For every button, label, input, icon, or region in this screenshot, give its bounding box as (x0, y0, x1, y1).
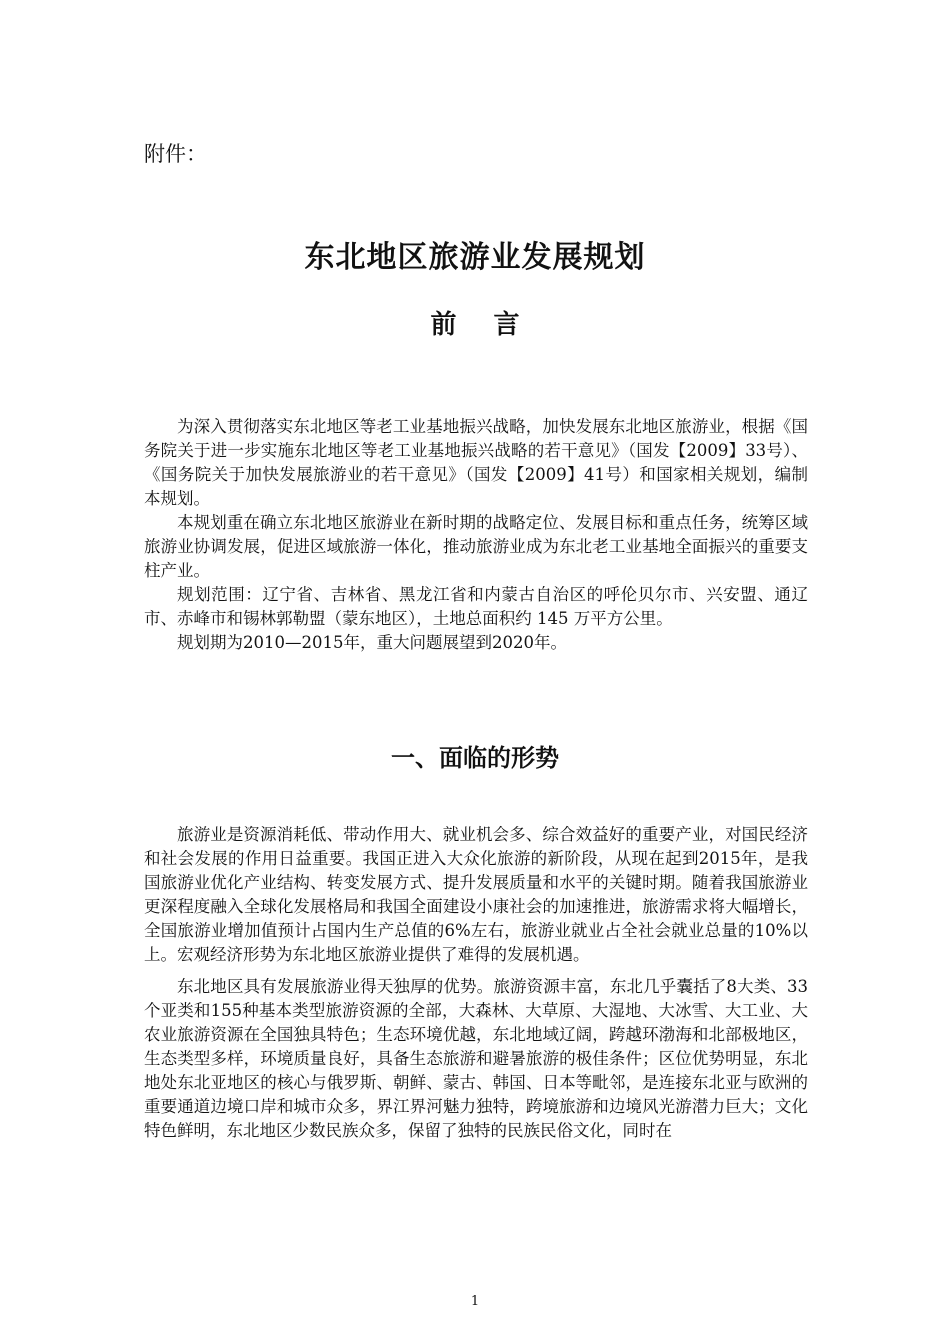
document-title: 东北地区旅游业发展规划 (304, 240, 646, 275)
page-number: 1 (470, 1294, 480, 1309)
paragraph: 规划期为2010—2015年，重大问题展望到2020年。 (177, 633, 567, 652)
paragraph: 东北地区具有发展旅游业得天独厚的优势。旅游资源丰富，东北几乎囊括了8大类、33个亚类和155种基本类型旅游资源的全部，大森林、大草原、大湿地、大冰雪、大工业、大农业旅游资源在全国独具特色；生态环境优越，东北地域辽阔，跨越环渤海和北部极地区，生态类型多样，环境质量良好，具备生态旅游和避暑旅游的极佳条件；区位优势明显，东北地处东北亚地区的核心与俄罗斯、朝鲜、蒙古、韩国、日本等毗邻，是连接东北亚与欧洲的重要通道边境口岸和城市众多，界江界河魅力独特，跨境旅游和边境风光游潜力巨大；文化特色鲜明，东北地区少数民族众多，保留了独特的民族民俗文化，同时在 (144, 977, 808, 1140)
attachment-label: 附件： (144, 142, 207, 166)
paragraph: 旅游业是资源消耗低、带动作用大、就业机会多、综合效益好的重要产业，对国民经济和社会发展的作用日益重要。我国正进入大众化旅游的新阶段，从现在起到2015年，是我国旅游业优化产业结构、转变发展方式、提升发展质量和水平的关键时期。随着我国旅游业更深程度融入全球化发展格局和我国全面建设小康社会的加速推进，旅游需求将大幅增长，全国旅游业增加值预计占国内生产总值的6%左右，旅游业就业占全社会就业总量的10%以上。宏观经济形势为东北地区旅游业提供了难得的发展机遇。 (144, 825, 808, 964)
preface-body (144, 415, 808, 655)
paragraph: 规划范围：辽宁省、吉林省、黑龙江省和内蒙古自治区的呼伦贝尔市、兴安盟、通辽市、赤峰市和锡林郭勒盟（蒙东地区），土地总面积约 145 万平方公里。 (144, 585, 808, 628)
section-heading: 一、面临的形势 (391, 744, 559, 772)
paragraph: 本规划重在确立东北地区旅游业在新时期的战略定位、发展目标和重点任务，统筹区域旅游业协调发展，促进区域旅游一体化，推动旅游业成为东北老工业基地全面振兴的重要支柱产业。 (144, 513, 808, 580)
section-body (144, 823, 808, 1143)
paragraph: 为深入贯彻落实东北地区等老工业基地振兴战略，加快发展东北地区旅游业，根据《国务院关于进一步实施东北地区等老工业基地振兴战略的若干意见》（国发【2009】33号）、《国务院关于加快发展旅游业的若干意见》（国发【2009】41号）和国家相关规划，编制本规划。 (144, 417, 808, 508)
preface-heading: 前 言 (430, 310, 534, 340)
